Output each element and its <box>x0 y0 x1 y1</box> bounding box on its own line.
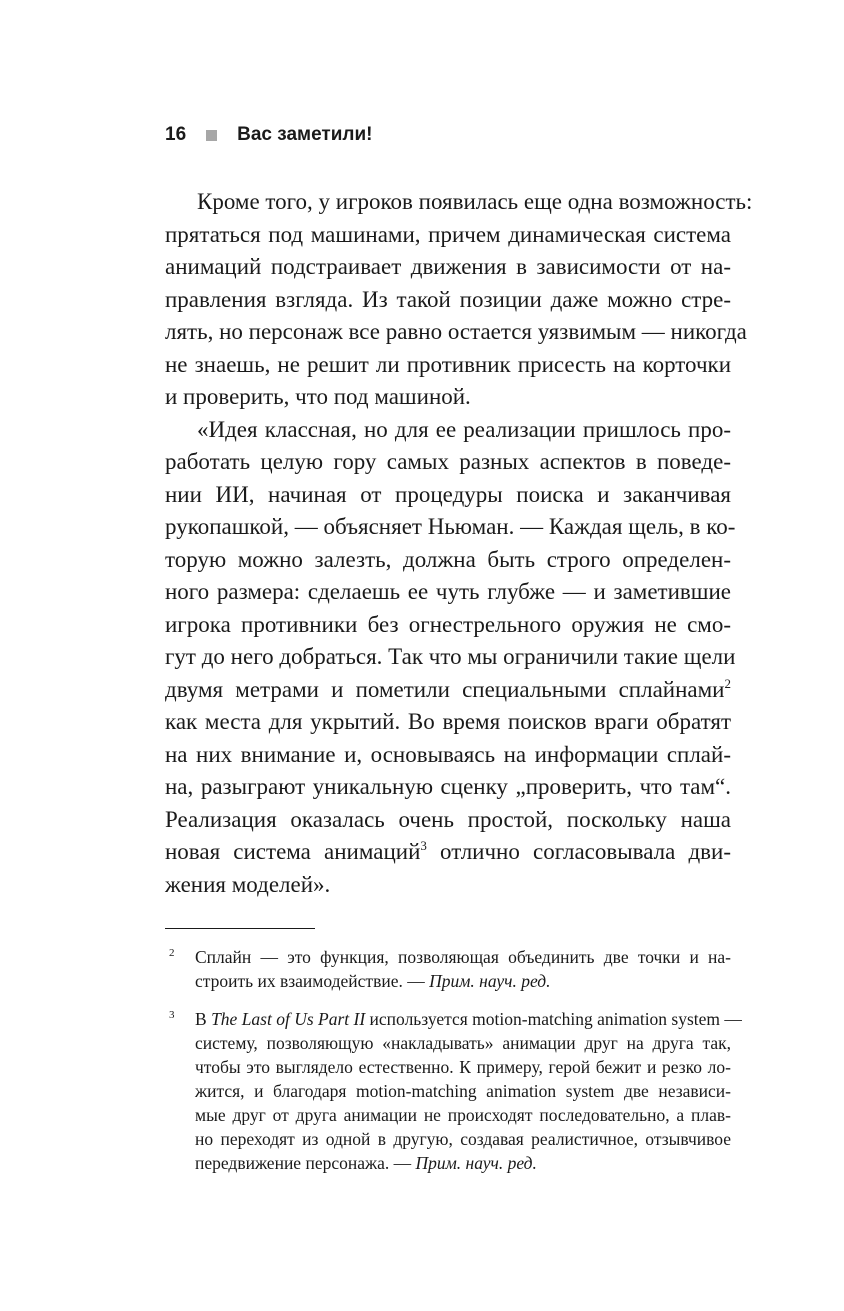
editor-note: Прим. науч. ред. <box>429 971 551 991</box>
text-span: передвижение персонажа. — <box>195 1153 416 1173</box>
editor-note: Прим. науч. ред. <box>415 1153 537 1173</box>
running-header <box>165 124 372 146</box>
text-line: нии ИИ, начиная от процедуры поиска и заканчивая <box>165 481 731 507</box>
text-line: правления взгляда. Из такой позиции даже можно стре- <box>165 286 731 312</box>
text-line: Кроме того, у игроков появилась еще одна возможность: <box>197 189 753 214</box>
text-line: не знаешь, не решит ли противник присесть на корточки <box>165 351 731 377</box>
footnote-ref-3[interactable]: 3 <box>420 838 427 853</box>
header-square-marker <box>206 130 217 141</box>
text-line: как места для укрытий. Во время поисков враги обратят <box>165 709 731 734</box>
text-span: строить их взаимодействие. — <box>195 971 430 991</box>
text-line: лять, но персонаж все равно остается уязвимым — никогда <box>165 319 747 344</box>
text-span: используется motion-matching animation system — <box>365 1009 742 1029</box>
main-text <box>165 186 753 901</box>
footnote-line: жится, и благодаря motion-matching animation system две независи- <box>195 1081 731 1101</box>
text-span: двумя метрами и пометили специальными сплайнами <box>165 676 725 702</box>
paragraph-1 <box>165 186 753 414</box>
footnote-line: мые друг от друга анимации не происходят последовательно, а плав- <box>195 1105 731 1125</box>
footnote-line: чтобы это выглядело естественно. К примеру, герой бежит и резко ло- <box>195 1057 731 1077</box>
text-line: торую можно залезть, должна быть строго определен- <box>165 546 731 572</box>
text-line: прятаться под машинами, причем динамическая система <box>165 221 731 247</box>
text-line: игрока противники без огнестрельного оружия не смо- <box>165 611 731 637</box>
footnote-line: Сплайн — это функция, позволяющая объединить две точки и на- <box>195 947 731 967</box>
text-line <box>165 674 731 707</box>
text-line: жения моделей». <box>165 871 331 897</box>
text-line: анимаций подстраивает движения в зависимости от на- <box>165 254 731 279</box>
footnote-mark: 3 <box>169 1009 175 1021</box>
text-line: на, разыграют уникальную сценку „проверить, что там“. <box>165 774 731 799</box>
footnote-3 <box>165 1007 742 1175</box>
footnote-2 <box>165 945 731 993</box>
footnote-mark: 2 <box>169 947 175 959</box>
footnote-ref-2[interactable]: 2 <box>724 675 731 691</box>
footnote-line: но переходят из одной в другую, создавая реалистичное, отзывчивое <box>195 1129 731 1149</box>
paragraph-2 <box>165 414 736 902</box>
text-line: рукопашкой, — объясняет Ньюман. — Каждая щель, в ко- <box>165 514 736 539</box>
text-line: и проверить, что под машиной. <box>165 384 471 409</box>
text-span: В <box>195 1009 212 1029</box>
game-title: The Last of Us Part II <box>211 1009 366 1029</box>
footnote-line <box>195 969 731 993</box>
footnote-divider <box>165 928 315 929</box>
text-line: на них внимание и, основываясь на информации сплай- <box>165 741 731 767</box>
text-line: «Идея классная, но для ее реализации пришлось про- <box>197 416 731 442</box>
text-line <box>165 836 731 869</box>
chapter-title: Вас заметили! <box>237 124 373 145</box>
text-span: новая система анимаций <box>165 839 421 864</box>
page-number: 16 <box>165 124 187 145</box>
footnote-line: систему, позволяющую «накладывать» анимации друг на друга так, <box>195 1033 731 1053</box>
text-line: Реализация оказалась очень простой, поскольку наша <box>165 806 731 832</box>
text-span: отлично согласовывала дви- <box>426 839 732 864</box>
text-line: гут до него добраться. Так что мы ограничили такие щели <box>165 644 736 669</box>
footnote-line <box>195 1007 742 1031</box>
text-line: ного размера: сделаешь ее чуть глубже — и заметившие <box>165 579 731 604</box>
text-line: работать целую гору самых разных аспектов в поведе- <box>165 449 731 474</box>
footnote-line <box>195 1151 731 1175</box>
footnotes <box>165 945 742 1189</box>
